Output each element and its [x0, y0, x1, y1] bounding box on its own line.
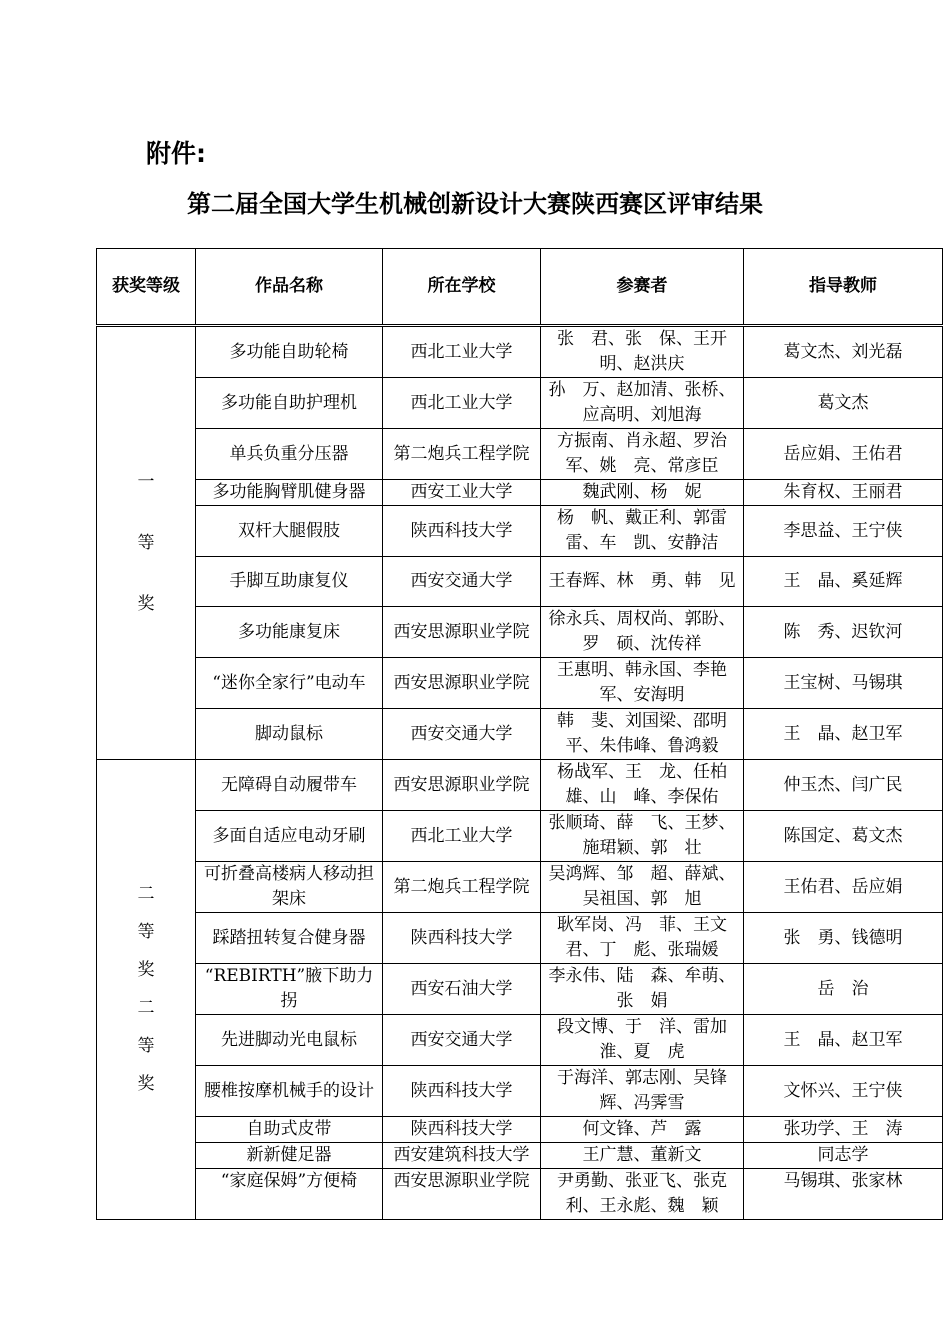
advisor: 岳 治	[744, 964, 943, 1015]
work-name: 可折叠高楼病人移动担架床	[196, 862, 383, 913]
table-row	[97, 709, 943, 760]
table-row	[97, 964, 943, 1015]
award-level-char: 等	[137, 922, 155, 942]
advisor: 王佑君、岳应娟	[744, 862, 943, 913]
table-row	[97, 760, 943, 811]
participants: 韩 斐、刘国梁、邵明平、朱伟峰、鲁鸿毅	[541, 709, 744, 760]
header-participants: 参赛者	[541, 249, 744, 326]
participants: 于海洋、郭志刚、吴锋辉、冯霁雪	[541, 1066, 744, 1117]
header-work-name: 作品名称	[196, 249, 383, 326]
advisor: 仲玉杰、闫广民	[744, 760, 943, 811]
table-header-row	[97, 249, 943, 326]
award-level-char: 等	[137, 532, 155, 553]
table-row	[97, 557, 943, 607]
table-row	[97, 913, 943, 964]
table-row	[97, 1169, 943, 1220]
work-name: 手脚互助康复仪	[196, 557, 383, 607]
school: 西北工业大学	[383, 326, 541, 378]
school: 西安思源职业学院	[383, 607, 541, 658]
school: 西安思源职业学院	[383, 658, 541, 709]
school: 陕西科技大学	[383, 1066, 541, 1117]
table-row	[97, 811, 943, 862]
work-name: 多功能胸臂肌健身器	[196, 480, 383, 506]
page-title: 第二届全国大学生机械创新设计大赛陕西赛区评审结果	[187, 190, 763, 218]
award-level-char: 等	[137, 1036, 155, 1056]
award-level-char: 奖	[137, 960, 155, 980]
school: 第二炮兵工程学院	[383, 862, 541, 913]
table-row	[97, 1143, 943, 1169]
school: 西安思源职业学院	[383, 760, 541, 811]
participants: 方振南、肖永超、罗治军、姚 亮、常彦臣	[541, 429, 744, 480]
participants: 何文锋、芦 露	[541, 1117, 744, 1143]
advisor: 葛文杰	[744, 378, 943, 429]
award-level-first	[97, 326, 196, 760]
participants: 魏武刚、杨 妮	[541, 480, 744, 506]
participants: 张顺琦、薛 飞、王梦、施珺颖、郭 壮	[541, 811, 744, 862]
table-row	[97, 429, 943, 480]
table-row	[97, 480, 943, 506]
table-row	[97, 378, 943, 429]
work-name: “REBIRTH”腋下助力拐	[196, 964, 383, 1015]
advisor: 陈国定、葛文杰	[744, 811, 943, 862]
work-name: 先进脚动光电鼠标	[196, 1015, 383, 1066]
participants: 杨战军、王 龙、任柏雄、山 峰、李保佑	[541, 760, 744, 811]
award-level-second	[97, 760, 196, 1220]
work-name: 腰椎按摩机械手的设计	[196, 1066, 383, 1117]
school: 陕西科技大学	[383, 1117, 541, 1143]
table-row	[97, 607, 943, 658]
work-name: “家庭保姆”方便椅	[196, 1169, 383, 1220]
work-name: 双杆大腿假肢	[196, 506, 383, 557]
advisor: 王宝树、马锡琪	[744, 658, 943, 709]
participants: 段文博、于 洋、雷加淮、夏 虎	[541, 1015, 744, 1066]
school: 西安建筑科技大学	[383, 1143, 541, 1169]
advisor: 葛文杰、刘光磊	[744, 326, 943, 378]
award-level-char: 一	[137, 471, 155, 492]
participants: 孙 万、赵加清、张桥、应高明、刘旭海	[541, 378, 744, 429]
participants: 张 君、张 保、王开明、赵洪庆	[541, 326, 744, 378]
school: 西安石油大学	[383, 964, 541, 1015]
participants: 王春辉、林 勇、韩 见	[541, 557, 744, 607]
header-school: 所在学校	[383, 249, 541, 326]
school: 西安交通大学	[383, 709, 541, 760]
school: 西安工业大学	[383, 480, 541, 506]
attachment-label: 附件:	[146, 139, 206, 168]
participants: 王广慧、董新文	[541, 1143, 744, 1169]
advisor: 李思益、王宁侠	[744, 506, 943, 557]
school: 陕西科技大学	[383, 913, 541, 964]
work-name: 多功能自助护理机	[196, 378, 383, 429]
table-row	[97, 658, 943, 709]
participants: 吴鸿辉、邹 超、薛斌、吴祖国、郭 旭	[541, 862, 744, 913]
advisor: 同志学	[744, 1143, 943, 1169]
table-row	[97, 1117, 943, 1143]
award-level-char: 二	[137, 998, 155, 1018]
school: 西北工业大学	[383, 811, 541, 862]
results-table	[96, 248, 943, 1220]
school: 西安交通大学	[383, 1015, 541, 1066]
table-row	[97, 862, 943, 913]
participants: 杨 帆、戴正利、郭雷雷、车 凯、安静洁	[541, 506, 744, 557]
work-name: 多面自适应电动牙刷	[196, 811, 383, 862]
advisor: 文怀兴、王宁侠	[744, 1066, 943, 1117]
work-name: 多功能康复床	[196, 607, 383, 658]
participants: 尹勇勤、张亚飞、张克利、王永彪、魏 颖	[541, 1169, 744, 1220]
table-row	[97, 326, 943, 378]
award-level-char: 二	[137, 884, 155, 904]
work-name: 脚动鼠标	[196, 709, 383, 760]
advisor: 马锡琪、张家林	[744, 1169, 943, 1220]
advisor: 王 晶、奚延辉	[744, 557, 943, 607]
award-level-char: 奖	[137, 593, 155, 614]
school: 西北工业大学	[383, 378, 541, 429]
advisor: 张 勇、钱德明	[744, 913, 943, 964]
school: 西安思源职业学院	[383, 1169, 541, 1220]
advisor: 王 晶、赵卫军	[744, 709, 943, 760]
participants: 耿军岗、冯 菲、王文君、丁 彪、张瑞媛	[541, 913, 744, 964]
school: 西安交通大学	[383, 557, 541, 607]
school: 陕西科技大学	[383, 506, 541, 557]
participants: 徐永兵、周权尚、郭盼、罗 硕、沈传祥	[541, 607, 744, 658]
work-name: 踩踏扭转复合健身器	[196, 913, 383, 964]
header-advisor: 指导教师	[744, 249, 943, 326]
advisor: 岳应娟、王佑君	[744, 429, 943, 480]
work-name: “迷你全家行”电动车	[196, 658, 383, 709]
table-row	[97, 506, 943, 557]
advisor: 王 晶、赵卫军	[744, 1015, 943, 1066]
work-name: 多功能自助轮椅	[196, 326, 383, 378]
participants: 李永伟、陆 森、牟萌、张 娟	[541, 964, 744, 1015]
advisor: 张功学、王 涛	[744, 1117, 943, 1143]
header-award-level: 获奖等级	[97, 249, 196, 326]
work-name: 新新健足器	[196, 1143, 383, 1169]
school: 第二炮兵工程学院	[383, 429, 541, 480]
advisor: 陈 秀、迟钦河	[744, 607, 943, 658]
work-name: 单兵负重分压器	[196, 429, 383, 480]
work-name: 自助式皮带	[196, 1117, 383, 1143]
table-row	[97, 1066, 943, 1117]
advisor: 朱育权、王丽君	[744, 480, 943, 506]
participants: 王惠明、韩永国、李艳军、安海明	[541, 658, 744, 709]
award-level-char: 奖	[137, 1074, 155, 1094]
table-row	[97, 1015, 943, 1066]
work-name: 无障碍自动履带车	[196, 760, 383, 811]
